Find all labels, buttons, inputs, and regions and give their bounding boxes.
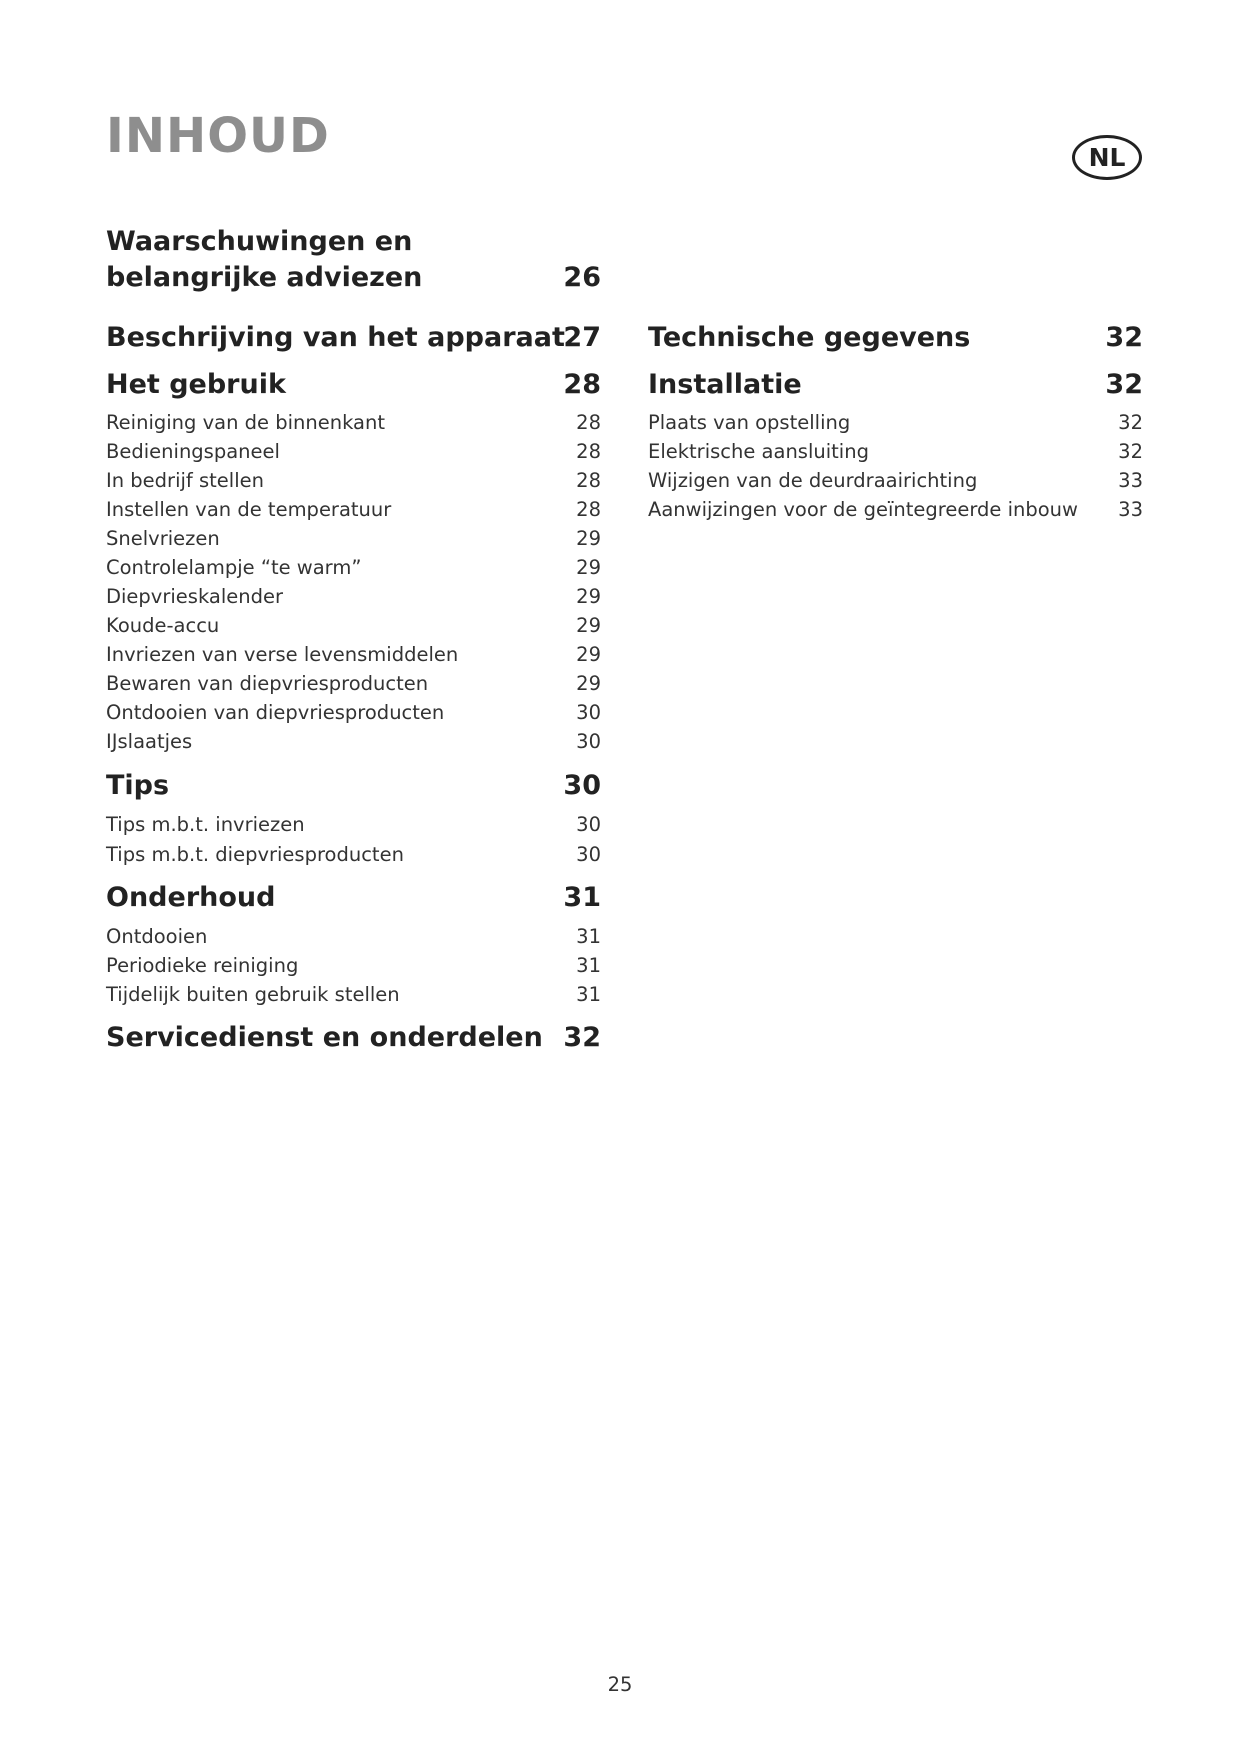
toc-page-number: 29 (576, 672, 601, 695)
toc-heading-label: Installatie (648, 369, 802, 400)
toc-page-number: 32 (563, 1022, 601, 1053)
toc-item-label: IJslaatjes (106, 730, 193, 753)
toc-item-label: Wijzigen van de deurdraairichting (648, 469, 978, 492)
toc-heading-label: Onderhoud (106, 882, 276, 913)
toc-item-label: Plaats van opstelling (648, 411, 851, 434)
page-number-footer: 25 (607, 1673, 633, 1696)
toc-page-number: 31 (576, 954, 601, 977)
toc-item-label: Tijdelijk buiten gebruik stellen (106, 983, 400, 1006)
toc-page-number: 29 (576, 585, 601, 608)
toc-item-label: Aanwijzingen voor de geïntegreerde inbouw (648, 498, 1078, 521)
toc-item-label: In bedrijf stellen (106, 469, 264, 492)
toc-item-label: Instellen van de temperatuur (106, 498, 392, 521)
toc-item-label: Tips m.b.t. invriezen (106, 813, 305, 836)
toc-item-label: Elektrische aansluiting (648, 440, 869, 463)
toc-heading-label: Waarschuwingen en belangrijke adviezen (106, 226, 423, 293)
toc-heading-label: Het gebruik (106, 369, 286, 400)
toc-item-label: Invriezen van verse levensmiddelen (106, 643, 459, 666)
toc-item-label: Bewaren van diepvriesproducten (106, 672, 429, 695)
toc-page-number: 30 (576, 843, 601, 866)
toc-page-number: 32 (1105, 322, 1143, 353)
toc-item-label: Tips m.b.t. diepvriesproducten (106, 843, 404, 866)
toc-page-number: 27 (563, 322, 601, 353)
toc-item-label: Bedieningspaneel (106, 440, 280, 463)
toc-item-label: Koude-accu (106, 614, 220, 637)
toc-page-number: 31 (576, 925, 601, 948)
toc-page-number: 29 (576, 614, 601, 637)
page-title: INHOUD (106, 108, 330, 164)
toc-item-label: Controlelampje “te warm” (106, 556, 362, 579)
toc-item-label: Periodieke reiniging (106, 954, 299, 977)
toc-page-number: 33 (1118, 498, 1143, 521)
toc-page-number: 29 (576, 556, 601, 579)
toc-page-number: 30 (576, 701, 601, 724)
toc-page-number: 32 (1118, 440, 1143, 463)
toc-page-number: 31 (576, 983, 601, 1006)
toc-page-number: 29 (576, 527, 601, 550)
toc-heading-label: Beschrijving van het apparaat (106, 322, 565, 353)
toc-page-number: 32 (1105, 369, 1143, 400)
toc-heading-label: Tips (106, 770, 170, 801)
toc-page-number: 30 (563, 770, 601, 801)
toc-page-number: 28 (576, 440, 601, 463)
toc-item-label: Reiniging van de binnenkant (106, 411, 385, 434)
toc-item-label: Snelvriezen (106, 527, 220, 550)
toc-page-number: 32 (1118, 411, 1143, 434)
toc-page-number: 28 (563, 369, 601, 400)
toc-item-label: Ontdooien (106, 925, 208, 948)
language-badge: NL (1072, 135, 1142, 180)
toc-page-number: 26 (563, 262, 601, 293)
toc-page-number: 33 (1118, 469, 1143, 492)
toc-page-number: 28 (576, 411, 601, 434)
toc-page-number: 28 (576, 498, 601, 521)
toc-heading-label: Servicedienst en onderdelen (106, 1022, 543, 1053)
toc-heading-label: Technische gegevens (648, 322, 971, 353)
toc-page-number: 31 (563, 882, 601, 913)
toc-page-number: 29 (576, 643, 601, 666)
toc-item-label: Ontdooien van diepvriesproducten (106, 701, 445, 724)
toc-page-number: 30 (576, 813, 601, 836)
toc-item-label: Diepvrieskalender (106, 585, 284, 608)
toc-page-number: 28 (576, 469, 601, 492)
toc-page-number: 30 (576, 730, 601, 753)
